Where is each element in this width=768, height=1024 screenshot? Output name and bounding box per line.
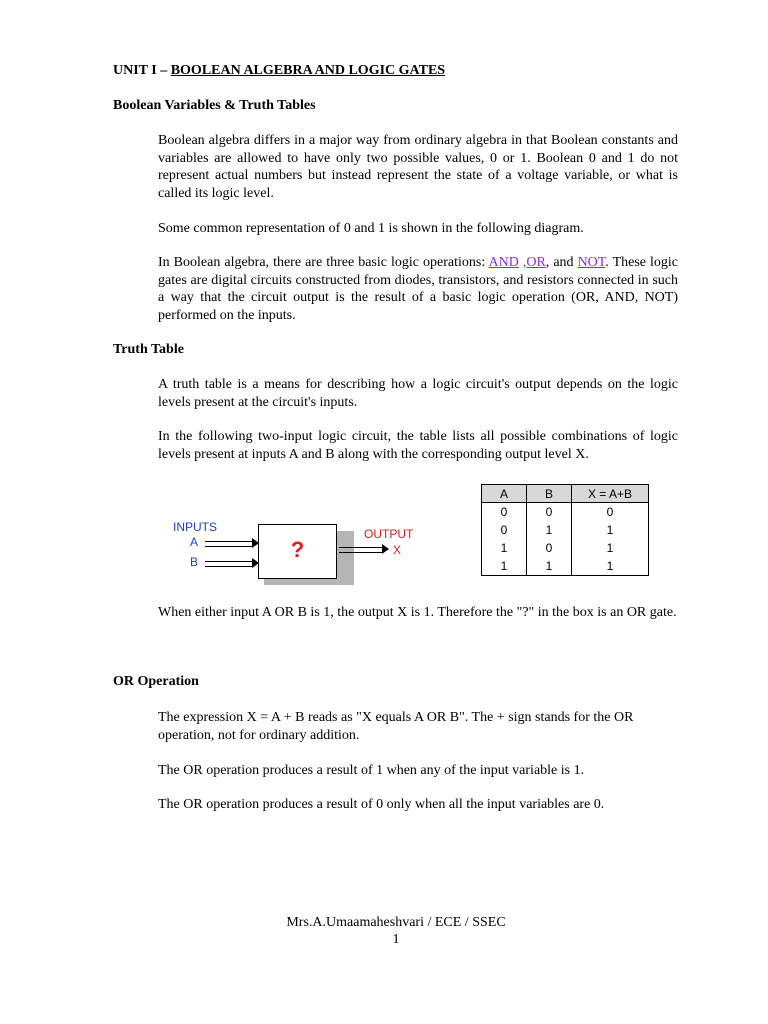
paragraph-or-conclusion: When either input A OR B is 1, the output X is 1. Therefore the "?" in the box is an OR gate.: [158, 605, 677, 620]
inputs-label: INPUTS: [173, 520, 218, 534]
table-row: [482, 521, 649, 539]
heading-boolean-variables: Boolean Variables & Truth Tables: [113, 98, 316, 113]
paragraph-truth-table-def: A truth table is a means for describing how a logic circuit's output depends on the logic levels present at the circuit's inputs.: [158, 377, 678, 410]
paragraph-or-expression: The expression X = A + B reads as "X equals A OR B". The + sign stands for the OR operation, not for ordinary addition.: [158, 710, 634, 743]
heading-or-operation: OR Operation: [113, 674, 199, 689]
table-row: [482, 539, 649, 557]
output-arrow: [339, 547, 383, 553]
paragraph-boolean-intro: Boolean algebra differs in a major way from ordinary algebra in that Boolean constants and variables are allowed to have only two possible values, 0 or 1. Boolean 0 and 1 do not represent actual numbers but instead represent the state of a voltage variable, or what is called its logic level.: [158, 133, 678, 201]
page-number: 1: [392, 932, 400, 947]
table-cell: 0: [482, 503, 527, 522]
truth-table-header-a: A: [482, 485, 527, 503]
input-a-label: A: [190, 535, 199, 549]
table-cell: 1: [572, 521, 649, 539]
table-cell: 1: [482, 557, 527, 576]
input-b-arrow: [205, 561, 253, 567]
truth-table-header-b: B: [527, 485, 572, 503]
input-a-arrow: [205, 541, 253, 547]
link-and[interactable]: AND: [488, 255, 519, 270]
title-underlined: BOOLEAN ALGEBRA AND LOGIC GATES: [170, 63, 446, 78]
ops-text-before: In Boolean algebra, there are three basic logic operations:: [158, 255, 489, 270]
unknown-gate-box: [258, 524, 337, 579]
logic-circuit-diagram: [165, 512, 425, 592]
title-prefix: UNIT I –: [113, 63, 171, 78]
input-b-label: B: [190, 555, 199, 569]
table-cell: 1: [482, 539, 527, 557]
table-cell: 1: [572, 557, 649, 576]
table-cell: 1: [527, 557, 572, 576]
truth-table-header-x: X = A+B: [572, 485, 649, 503]
paragraph-basic-operations: [158, 254, 678, 324]
document-title: [113, 63, 445, 79]
output-x-label: X: [393, 543, 402, 557]
paragraph-two-input-circuit: In the following two-input logic circuit, the table lists all possible combinations of logic levels present at inputs A and B along with the corresponding output level X.: [158, 429, 678, 462]
truth-table: [481, 484, 649, 576]
ops-sep-1: ,: [518, 255, 527, 270]
footer-author: Mrs.A.Umaamaheshvari / ECE / SSEC: [286, 915, 506, 930]
table-cell: 0: [527, 503, 572, 522]
paragraph-or-result-0: The OR operation produces a result of 0 only when all the input variables are 0.: [158, 797, 605, 812]
question-mark: ?: [290, 537, 305, 562]
table-row: [482, 503, 649, 522]
heading-truth-table: Truth Table: [113, 342, 184, 357]
table-row: [482, 557, 649, 576]
link-not[interactable]: NOT: [577, 255, 606, 270]
output-label: OUTPUT: [364, 527, 414, 541]
ops-sep-2: , and: [545, 255, 578, 270]
table-cell: 0: [482, 521, 527, 539]
paragraph-representation: Some common representation of 0 and 1 is shown in the following diagram.: [158, 221, 584, 236]
table-cell: 1: [527, 521, 572, 539]
table-cell: 1: [572, 539, 649, 557]
link-or[interactable]: OR: [526, 255, 546, 270]
table-cell: 0: [527, 539, 572, 557]
table-cell: 0: [572, 503, 649, 522]
paragraph-or-result-1: The OR operation produces a result of 1 when any of the input variable is 1.: [158, 763, 585, 778]
ops-text-after: . These logic gates are digital circuits constructed from diodes, transistors, and resistors connected in such a way that the circuit output is the result of a basic logic operation (OR, AND, NOT) performed on the inputs.: [158, 255, 679, 323]
